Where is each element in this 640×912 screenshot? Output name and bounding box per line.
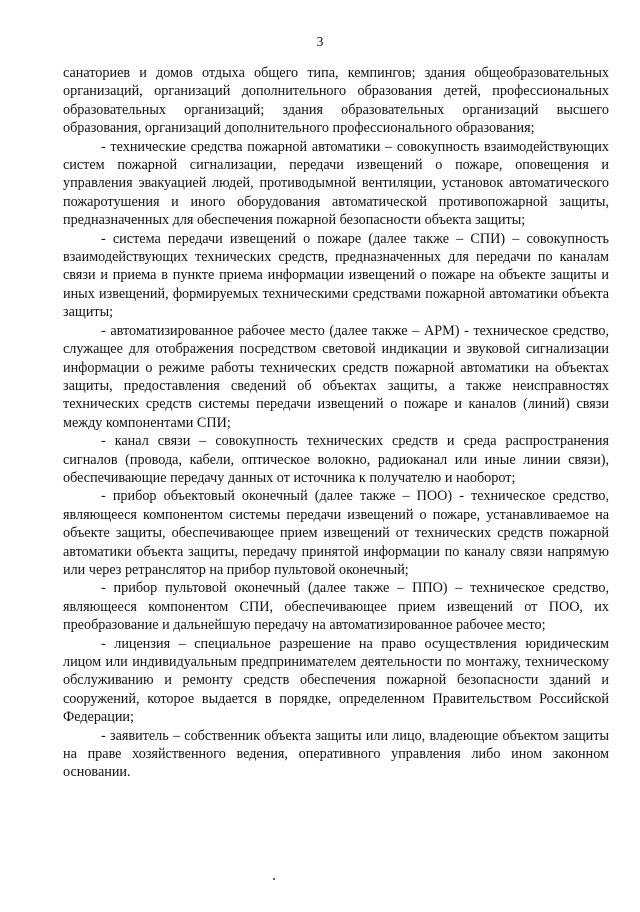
- paragraph-definition-arm: - автоматизированное рабочее место (далее также – АРМ) - техническое средство, служащее для отображения посредством световой индикации и звуковой сигнализации информации о режиме работы технических средств пожарной автоматики на объектах защиты, предоставления сведений об объектах защиты, а также неисправностях технических средств системы передачи извещений о пожаре и каналов (линий) связи между компонентами СПИ;: [63, 322, 609, 431]
- scan-speck: [273, 878, 275, 880]
- paragraph-definition-fire-automation: - технические средства пожарной автоматики – совокупность взаимодействующих систем пожарной сигнализации, передачи извещений о пожаре, оповещения и управления эвакуацией людей, противодымной вентиляции, установок автоматического пожаротушения и иного оборудования автоматической противопожарной защиты, предназначенных для обеспечения пожарной безопасности объекта защиты;: [63, 138, 609, 229]
- paragraph-definition-poo: - прибор объектовый оконечный (далее также – ПОО) - техническое средство, являющееся компонентом системы передачи извещений о пожаре, устанавливаемое на объекте защиты, обеспечивающее прием извещений от технических средств пожарной автоматики объекта защиты, передачу принятой информации по каналу связи напрямую или через ретранслятор на прибор пультовой оконечный;: [63, 488, 609, 578]
- document-body: [63, 64, 609, 782]
- page-number: 3: [316, 34, 324, 49]
- paragraph-definition-license: - лицензия – специальное разрешение на право осуществления юридическим лицом или индивидуальным предпринимателем деятельности по монтажу, техническому обслуживанию и ремонту средств обеспечения пожарной безопасности зданий и сооружений, которое выдается в порядке, определенном Правительством Российской Федерации;: [63, 635, 609, 726]
- paragraph-definition-spi: - система передачи извещений о пожаре (далее также – СПИ) – совокупность взаимодействующих технических средств, предназначенных для передачи по каналам связи и приема в пункте приема информации извещений о пожаре на объекте защиты и иных извещений, формируемых техническими средствами пожарной автоматики объекта защиты;: [63, 230, 609, 321]
- paragraph-definition-channel: - канал связи – совокупность технических средств и среда распространения сигналов (провода, кабели, оптическое волокно, радиоканал или иные линии связи), обеспечивающие передачу данных от источника к получателю и наоборот;: [63, 433, 609, 486]
- paragraph-definition-ppo: - прибор пультовой оконечный (далее также – ППО) – техническое средство, являющееся компонентом СПИ, обеспечивающее прием извещений от ПОО, их преобразование и дальнейшую передачу на автоматизированное рабочее место;: [63, 580, 609, 634]
- paragraph-definition-applicant: - заявитель – собственник объекта защиты или лицо, владеющие объектом защиты на праве хозяйственного ведения, оперативного управления либо ином законном основании.: [63, 727, 609, 781]
- paragraph-continuation: санаториев и домов отдыха общего типа, кемпингов; здания общеобразовательных организаций, организаций дополнительного образования детей, профессиональных образовательных организаций; здания образовательных организаций высшего образования, организаций дополнительного профессионального образования;: [63, 65, 609, 137]
